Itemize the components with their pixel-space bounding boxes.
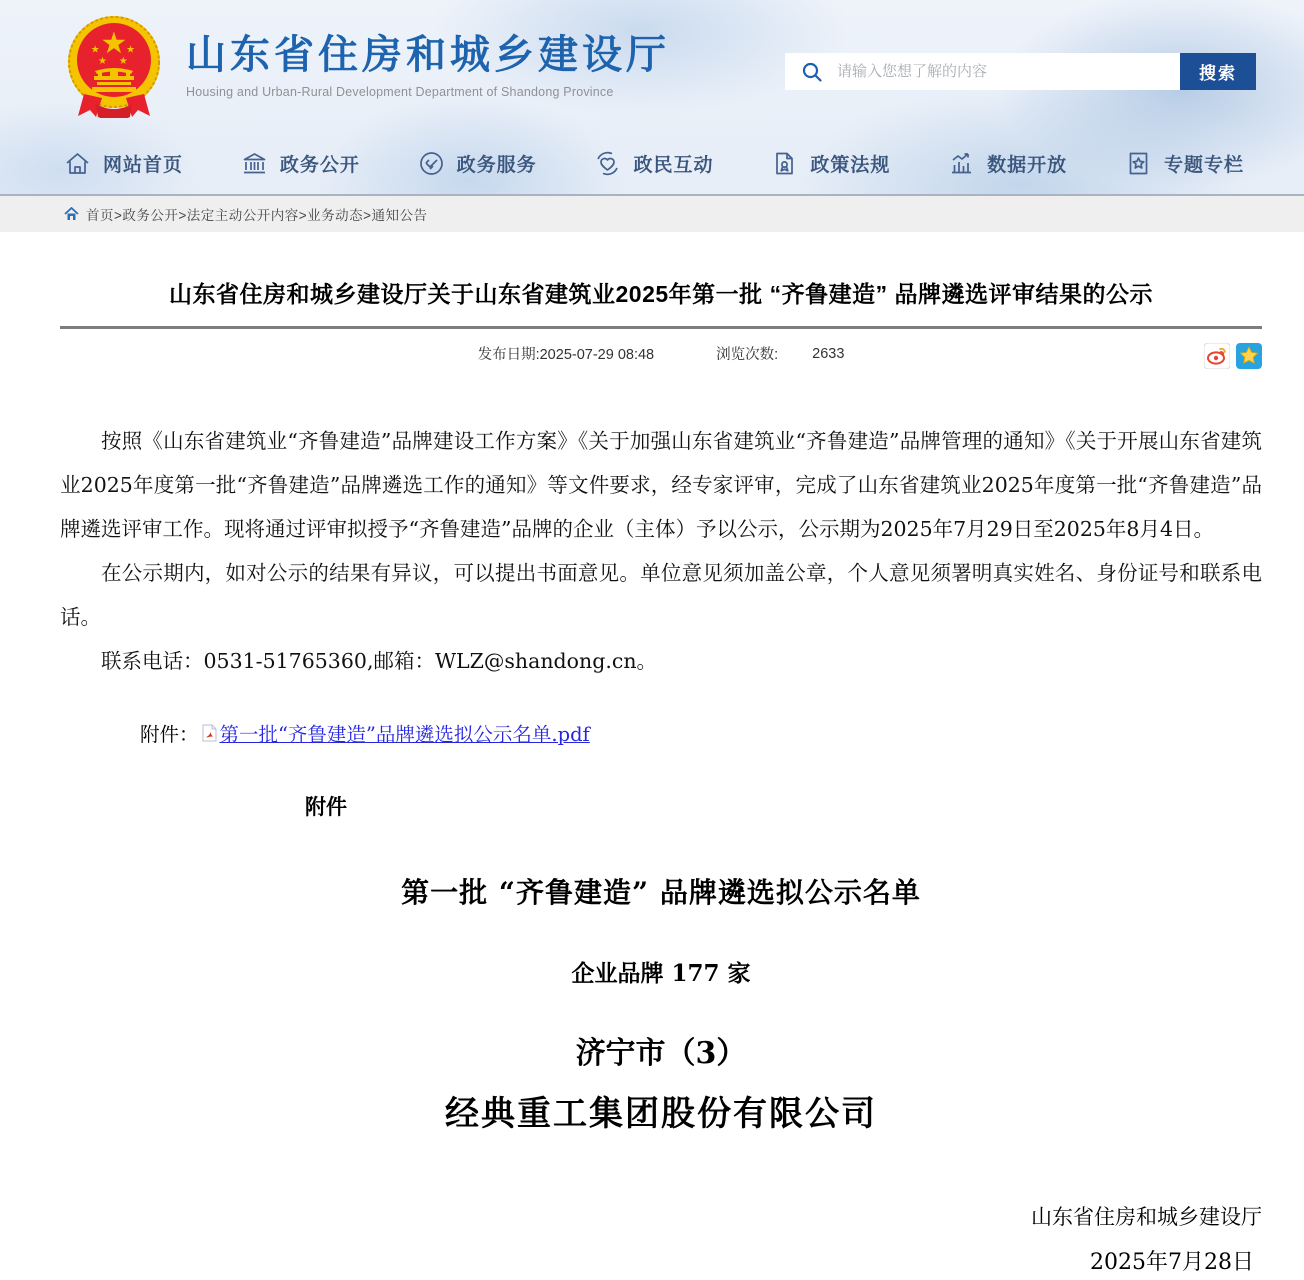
views-label: 浏览次数: xyxy=(716,347,779,363)
article-container xyxy=(0,232,1304,1274)
top-background xyxy=(0,0,1304,196)
nav-item-public-interaction[interactable] xyxy=(594,150,713,177)
doc-attachment-label: 附件 xyxy=(305,794,347,819)
title-divider xyxy=(60,326,1262,329)
paragraph: 联系电话：0531-51765360,邮箱：WLZ@shandong.cn。 xyxy=(101,649,658,673)
attachment-row xyxy=(60,719,1262,747)
attachment-label: 附件： xyxy=(139,723,199,746)
bank-icon xyxy=(241,150,268,177)
star-doc-icon xyxy=(1125,150,1152,177)
home-icon xyxy=(64,150,91,177)
search-input[interactable] xyxy=(837,53,1180,90)
main-nav xyxy=(0,132,1304,196)
breadcrumb[interactable]: 首页>政务公开>法定主动公开内容>业务动态>通知公告 xyxy=(86,208,428,223)
page-title: 山东省住房和城乡建设厅关于山东省建筑业2025年第一批 “齐鲁建造” 品牌遴选评审结果的公示 xyxy=(169,281,1153,307)
data-chart-icon xyxy=(948,150,975,177)
nav-item-open-data[interactable] xyxy=(948,150,1067,177)
weibo-share-icon[interactable] xyxy=(1204,343,1230,369)
nav-item-gov-services[interactable] xyxy=(418,150,537,177)
site-search xyxy=(785,53,1256,90)
breadcrumb-bar xyxy=(0,196,1304,232)
doc-date: 2025年7月28日 xyxy=(1090,1250,1254,1275)
site-header xyxy=(0,0,1304,132)
attachment-document xyxy=(60,791,1262,1274)
doc-signature: 山东省住房和城乡建设厅 xyxy=(1031,1205,1262,1229)
publish-date: 发布日期:2025-07-29 08:48 xyxy=(477,347,655,363)
nav-item-label: 政民互动 xyxy=(633,154,714,176)
article-meta xyxy=(60,343,1262,369)
national-emblem-logo xyxy=(64,14,164,118)
attachment-pdf-link[interactable]: 第一批“齐鲁建造”品牌遴选拟公示名单.pdf xyxy=(219,723,590,746)
doc-company-name: 经典重工集团股份有限公司 xyxy=(445,1094,877,1134)
nav-item-gov-disclosure[interactable] xyxy=(241,150,360,177)
nav-item-home[interactable] xyxy=(64,150,183,177)
site-identity xyxy=(186,33,670,99)
pdf-file-icon xyxy=(202,724,217,742)
home-icon xyxy=(64,207,79,221)
nav-item-label: 政务服务 xyxy=(456,154,537,176)
qzone-share-icon[interactable] xyxy=(1236,343,1262,369)
search-box xyxy=(785,53,1180,90)
nav-item-label: 政策法规 xyxy=(810,154,891,176)
paragraph: 按照《山东省建筑业“齐鲁建造”品牌建设工作方案》《关于加强山东省建筑业“齐鲁建造”品牌管理的通知》《关于开展山东省建筑业2025年度第一批“齐鲁建造”品牌遴选工作的通知》等文件要求，经专家评审，完成了山东省建筑业2025年度第一批“齐鲁建造”品牌遴选评审工作。现将通过评审拟授予“齐鲁建造”品牌的企业（主体）予以公示，公示期为2025年7月29日至2025年8月4日。 xyxy=(60,429,1262,541)
policy-doc-icon xyxy=(771,150,798,177)
site-title: 山东省住房和城乡建设厅 xyxy=(186,33,670,77)
nav-item-label: 数据开放 xyxy=(987,154,1068,176)
search-button[interactable]: 搜索 xyxy=(1180,53,1256,90)
doc-city-group: 济宁市（3） xyxy=(575,1036,747,1071)
search-icon xyxy=(801,61,823,83)
doc-brand-count: 企业品牌 177 家 xyxy=(571,960,751,987)
nav-item-label: 网站首页 xyxy=(103,154,184,176)
views-count: 2633 xyxy=(812,345,845,362)
nav-item-policies[interactable] xyxy=(771,150,890,177)
interaction-icon xyxy=(594,150,621,177)
share-buttons xyxy=(1204,343,1262,369)
site-subtitle-en: Housing and Urban-Rural Development Department of Shandong Province xyxy=(186,85,614,99)
nav-item-label: 政务公开 xyxy=(279,154,360,176)
doc-title: 第一批 “齐鲁建造” 品牌遴选拟公示名单 xyxy=(401,876,921,909)
handshake-icon xyxy=(418,150,445,177)
paragraph: 在公示期内，如对公示的结果有异议，可以提出书面意见。单位意见须加盖公章，个人意见须署明真实姓名、身份证号和联系电话。 xyxy=(60,561,1262,629)
nav-item-special-columns[interactable] xyxy=(1125,150,1244,177)
article-body xyxy=(60,419,1262,683)
nav-item-label: 专题专栏 xyxy=(1163,154,1244,176)
